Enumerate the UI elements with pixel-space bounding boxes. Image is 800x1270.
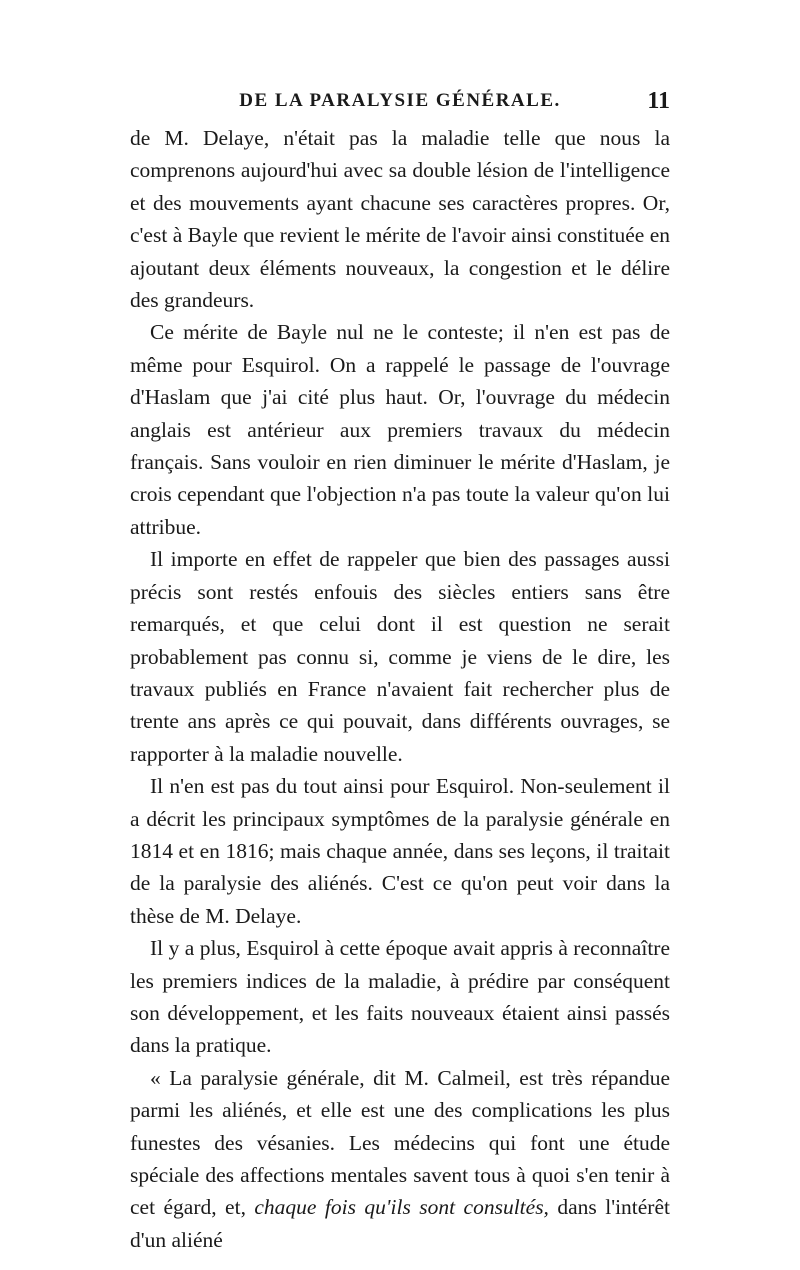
paragraph-esquirol-practice: Il y a plus, Esquirol à cette époque avait appris à reconnaître les premiers indices de la maladie, à prédire par conséquent son développement, et les faits nouveaux étaient ainsi passés dans la pratique.: [130, 936, 670, 1058]
paragraph-esquirol: Il n'en est pas du tout ainsi pour Esquirol. Non-seulement il a décrit les principaux symptômes de la paralysie générale en 1814 et en 1816; mais chaque année, dans ses leçons, il traitait de la paralysie des aliénés. C'est ce qu'on peut voir dans la thèse de M. Delaye.: [130, 774, 670, 928]
paragraph-bayle-merit: Ce mérite de Bayle nul ne le conteste; il n'en est pas de même pour Esquirol. On a rappelé le passage de l'ouvrage d'Haslam que j'ai cité plus haut. Or, l'ouvrage du médecin anglais est antérieur aux premiers travaux du médecin français. Sans vouloir en rien diminuer le mérite d'Haslam, je crois cependant que l'objection n'a pas toute la valeur qu'on lui attribue.: [130, 320, 670, 539]
running-header: [130, 88, 670, 118]
paragraph-forgotten-passages: Il importe en effet de rappeler que bien des passages aussi précis sont restés enfouis des siècles entiers sans être remarqués, et que celui dont il est question ne serait probablement pas connu si, comme je viens de le dire, les travaux publiés en France n'avaient fait rechercher plus de trente ans après ce qui pouvait, dans différents ouvrages, se rapporter à la maladie nouvelle.: [130, 547, 670, 766]
quote-text-after: dans l'intérêt d'un aliéné: [130, 1195, 670, 1252]
paragraph-calmeil-quote: [130, 1062, 670, 1256]
quote-emphasis: chaque fois qu'ils sont consultés,: [254, 1195, 549, 1220]
paragraph-continuation: de M. Delaye, n'était pas la maladie telle que nous la comprenons aujourd'hui avec sa double lésion de l'intelligence et des mouvements ayant chacune ses caractères propres. Or, c'est à Bayle que revient le mérite de l'avoir ainsi constituée en ajoutant deux éléments nouveaux, la congestion et le délire des grandeurs.: [130, 126, 670, 313]
page-number: 11: [647, 88, 670, 114]
text-body: [130, 122, 670, 1256]
quote-text-before: « La paralysie générale, dit M. Calmeil, est très répandue parmi les aliénés, et elle est une des complications les plus funestes des vésanies. Les médecins qui font une étude spéciale des affections mentales savent tous à quoi s'en tenir à cet égard, et,: [130, 1065, 670, 1220]
running-title: DE LA PARALYSIE GÉNÉRALE.: [239, 90, 561, 111]
